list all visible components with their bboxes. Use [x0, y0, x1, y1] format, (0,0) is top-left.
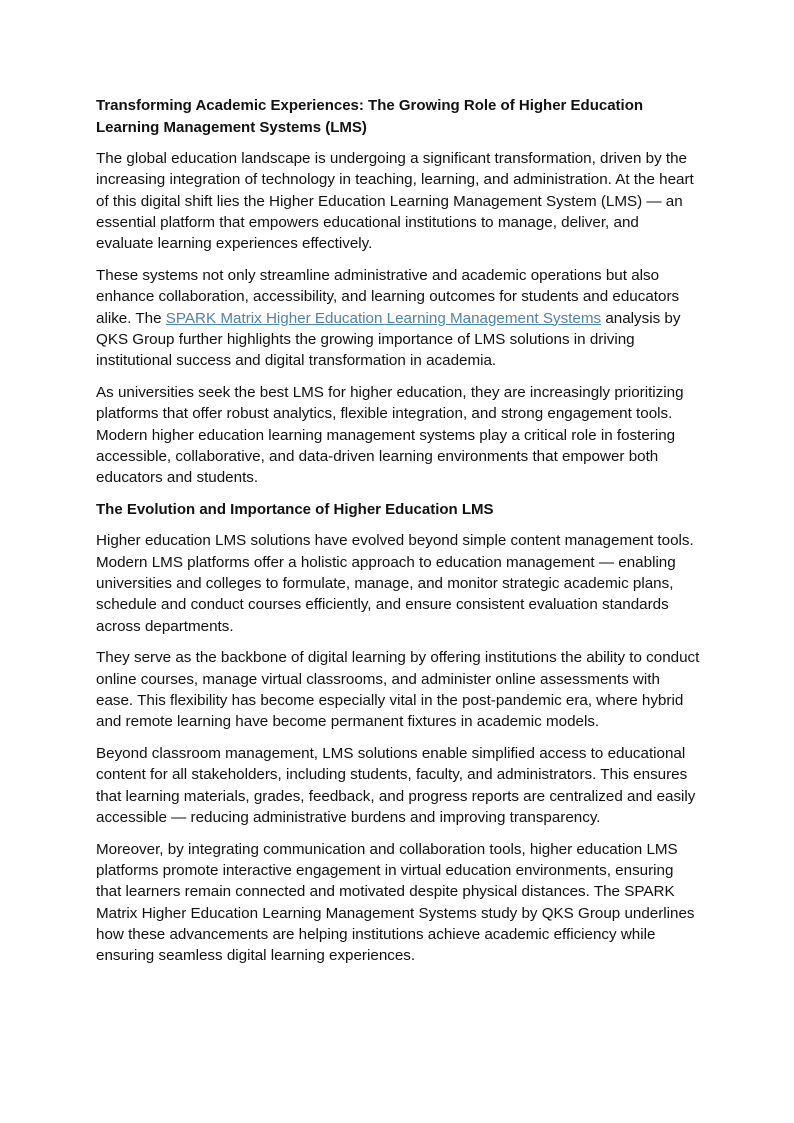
- section-paragraph-3: Beyond classroom management, LMS solutions enable simplified access to educational content for all stakeholders, including students, faculty, and administrators. This ensures that learning materials, grades, feedback, and progress reports are centralized and easily accessible — reducing administrative burdens and improving transparency.: [96, 745, 696, 827]
- document-title: Transforming Academic Experiences: The Growing Role of Higher Education Learning Management Systems (LMS): [96, 97, 644, 136]
- section-paragraph-1: Higher education LMS solutions have evolved beyond simple content management tools. Modern LMS platforms offer a holistic approach to education management — enabling universities and colleges to formulate, manage, and monitor strategic academic plans, schedule and conduct courses efficiently, and ensure consistent evaluation standards across departments.: [96, 532, 694, 635]
- document-page: [96, 95, 700, 977]
- spark-matrix-link[interactable]: SPARK Matrix Higher Education Learning Management Systems: [165, 309, 602, 327]
- intro-paragraph-2: [96, 265, 700, 371]
- section-paragraph-2: They serve as the backbone of digital learning by offering institutions the ability to conduct online courses, manage virtual classrooms, and administer online assessments with ease. This flexibility has become especially vital in the post-pandemic era, where hybrid and remote learning have become permanent fixtures in academic models.: [96, 649, 700, 731]
- section-heading-evolution: The Evolution and Importance of Higher Education LMS: [96, 500, 494, 518]
- intro-paragraph-2-text-before: These systems not only streamline administrative and academic operations but also enhance collaboration, accessibility, and learning outcomes for students and educators alike. The: [96, 266, 680, 327]
- intro-paragraph-3: As universities seek the best LMS for higher education, they are increasingly prioritizing platforms that offer robust analytics, flexible integration, and strong engagement tools. Modern higher education learning management systems play a critical role in fostering accessible, collaborative, and data-driven learning environments that empower both educators and students.: [96, 383, 684, 487]
- section-paragraph-4: Moreover, by integrating communication and collaboration tools, higher education LMS platforms promote interactive engagement in virtual education environments, ensuring that learners remain connected and motivated despite physical distances. The SPARK Matrix Higher Education Learning Management Systems study by QKS Group underlines how these advancements are helping institutions achieve academic efficiency while ensuring seamless digital learning experiences.: [96, 840, 695, 965]
- intro-paragraph-1: The global education landscape is undergoing a significant transformation, driven by the increasing integration of technology in teaching, learning, and administration. At the heart of this digital shift lies the Higher Education Learning Management System (LMS) — an essential platform that empowers educational institutions to manage, deliver, and evaluate learning experiences effectively.: [96, 150, 694, 253]
- intro-paragraph-2-text-after: analysis by QKS Group further highlights the growing importance of LMS solutions in driving institutional success and digital transformation in academia.: [96, 309, 681, 370]
